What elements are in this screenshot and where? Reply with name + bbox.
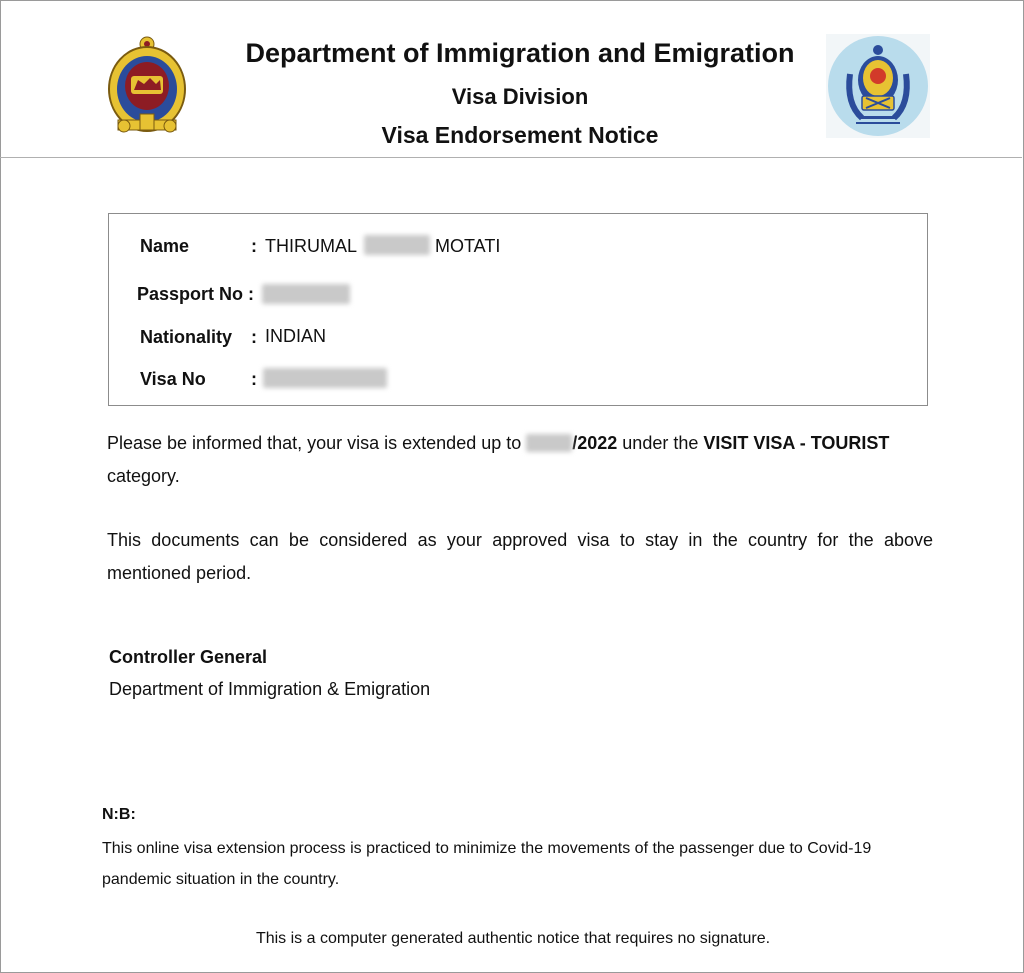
applicant-info-box xyxy=(108,213,928,406)
nationality-value: INDIAN xyxy=(265,326,327,346)
signatory-title: Controller General xyxy=(109,647,268,667)
visa-no-label: Visa No xyxy=(140,369,206,389)
visa-no-colon: : xyxy=(251,369,257,389)
extension-paragraph-line2: category. xyxy=(107,466,180,486)
extension-text-1: Please be informed that, your visa is extended up to xyxy=(107,433,527,453)
nationality-label: Nationality xyxy=(140,327,233,347)
name-label: Name xyxy=(140,236,190,256)
notice-title: Visa Endorsement Notice xyxy=(381,122,659,148)
department-title: Department of Immigration and Emigration xyxy=(245,38,795,68)
nationality-colon: : xyxy=(251,327,257,347)
passport-number-redacted xyxy=(262,284,350,304)
note-heading: N:B: xyxy=(102,806,136,823)
visa-category: VISIT VISA - TOURIST xyxy=(703,433,890,453)
note-text: This online visa extension process is practiced to minimize the movements of the passenger due to Covid-19 pandemic situation in the country. xyxy=(102,840,872,888)
visa-number-redacted xyxy=(263,368,387,388)
name-middle-redacted xyxy=(364,235,430,255)
signatory-department: Department of Immigration & Emigration xyxy=(109,679,431,699)
approval-paragraph-line2: mentioned period. xyxy=(107,563,252,583)
extension-year: /2022 xyxy=(572,433,618,453)
name-first: THIRUMAL xyxy=(265,236,358,256)
date-redacted xyxy=(526,434,572,452)
extension-paragraph xyxy=(107,427,937,460)
header-divider xyxy=(0,157,1022,158)
name-last: MOTATI xyxy=(435,236,501,256)
name-colon: : xyxy=(251,236,257,256)
extension-text-2: under the xyxy=(617,433,704,453)
footer-notice: This is a computer generated authentic notice that requires no signature. xyxy=(255,930,771,947)
division-title: Visa Division xyxy=(451,84,589,109)
approval-paragraph-line1: This documents can be considered as your approved visa to stay in the country for the above xyxy=(107,530,933,550)
passport-label: Passport No : xyxy=(137,284,255,304)
